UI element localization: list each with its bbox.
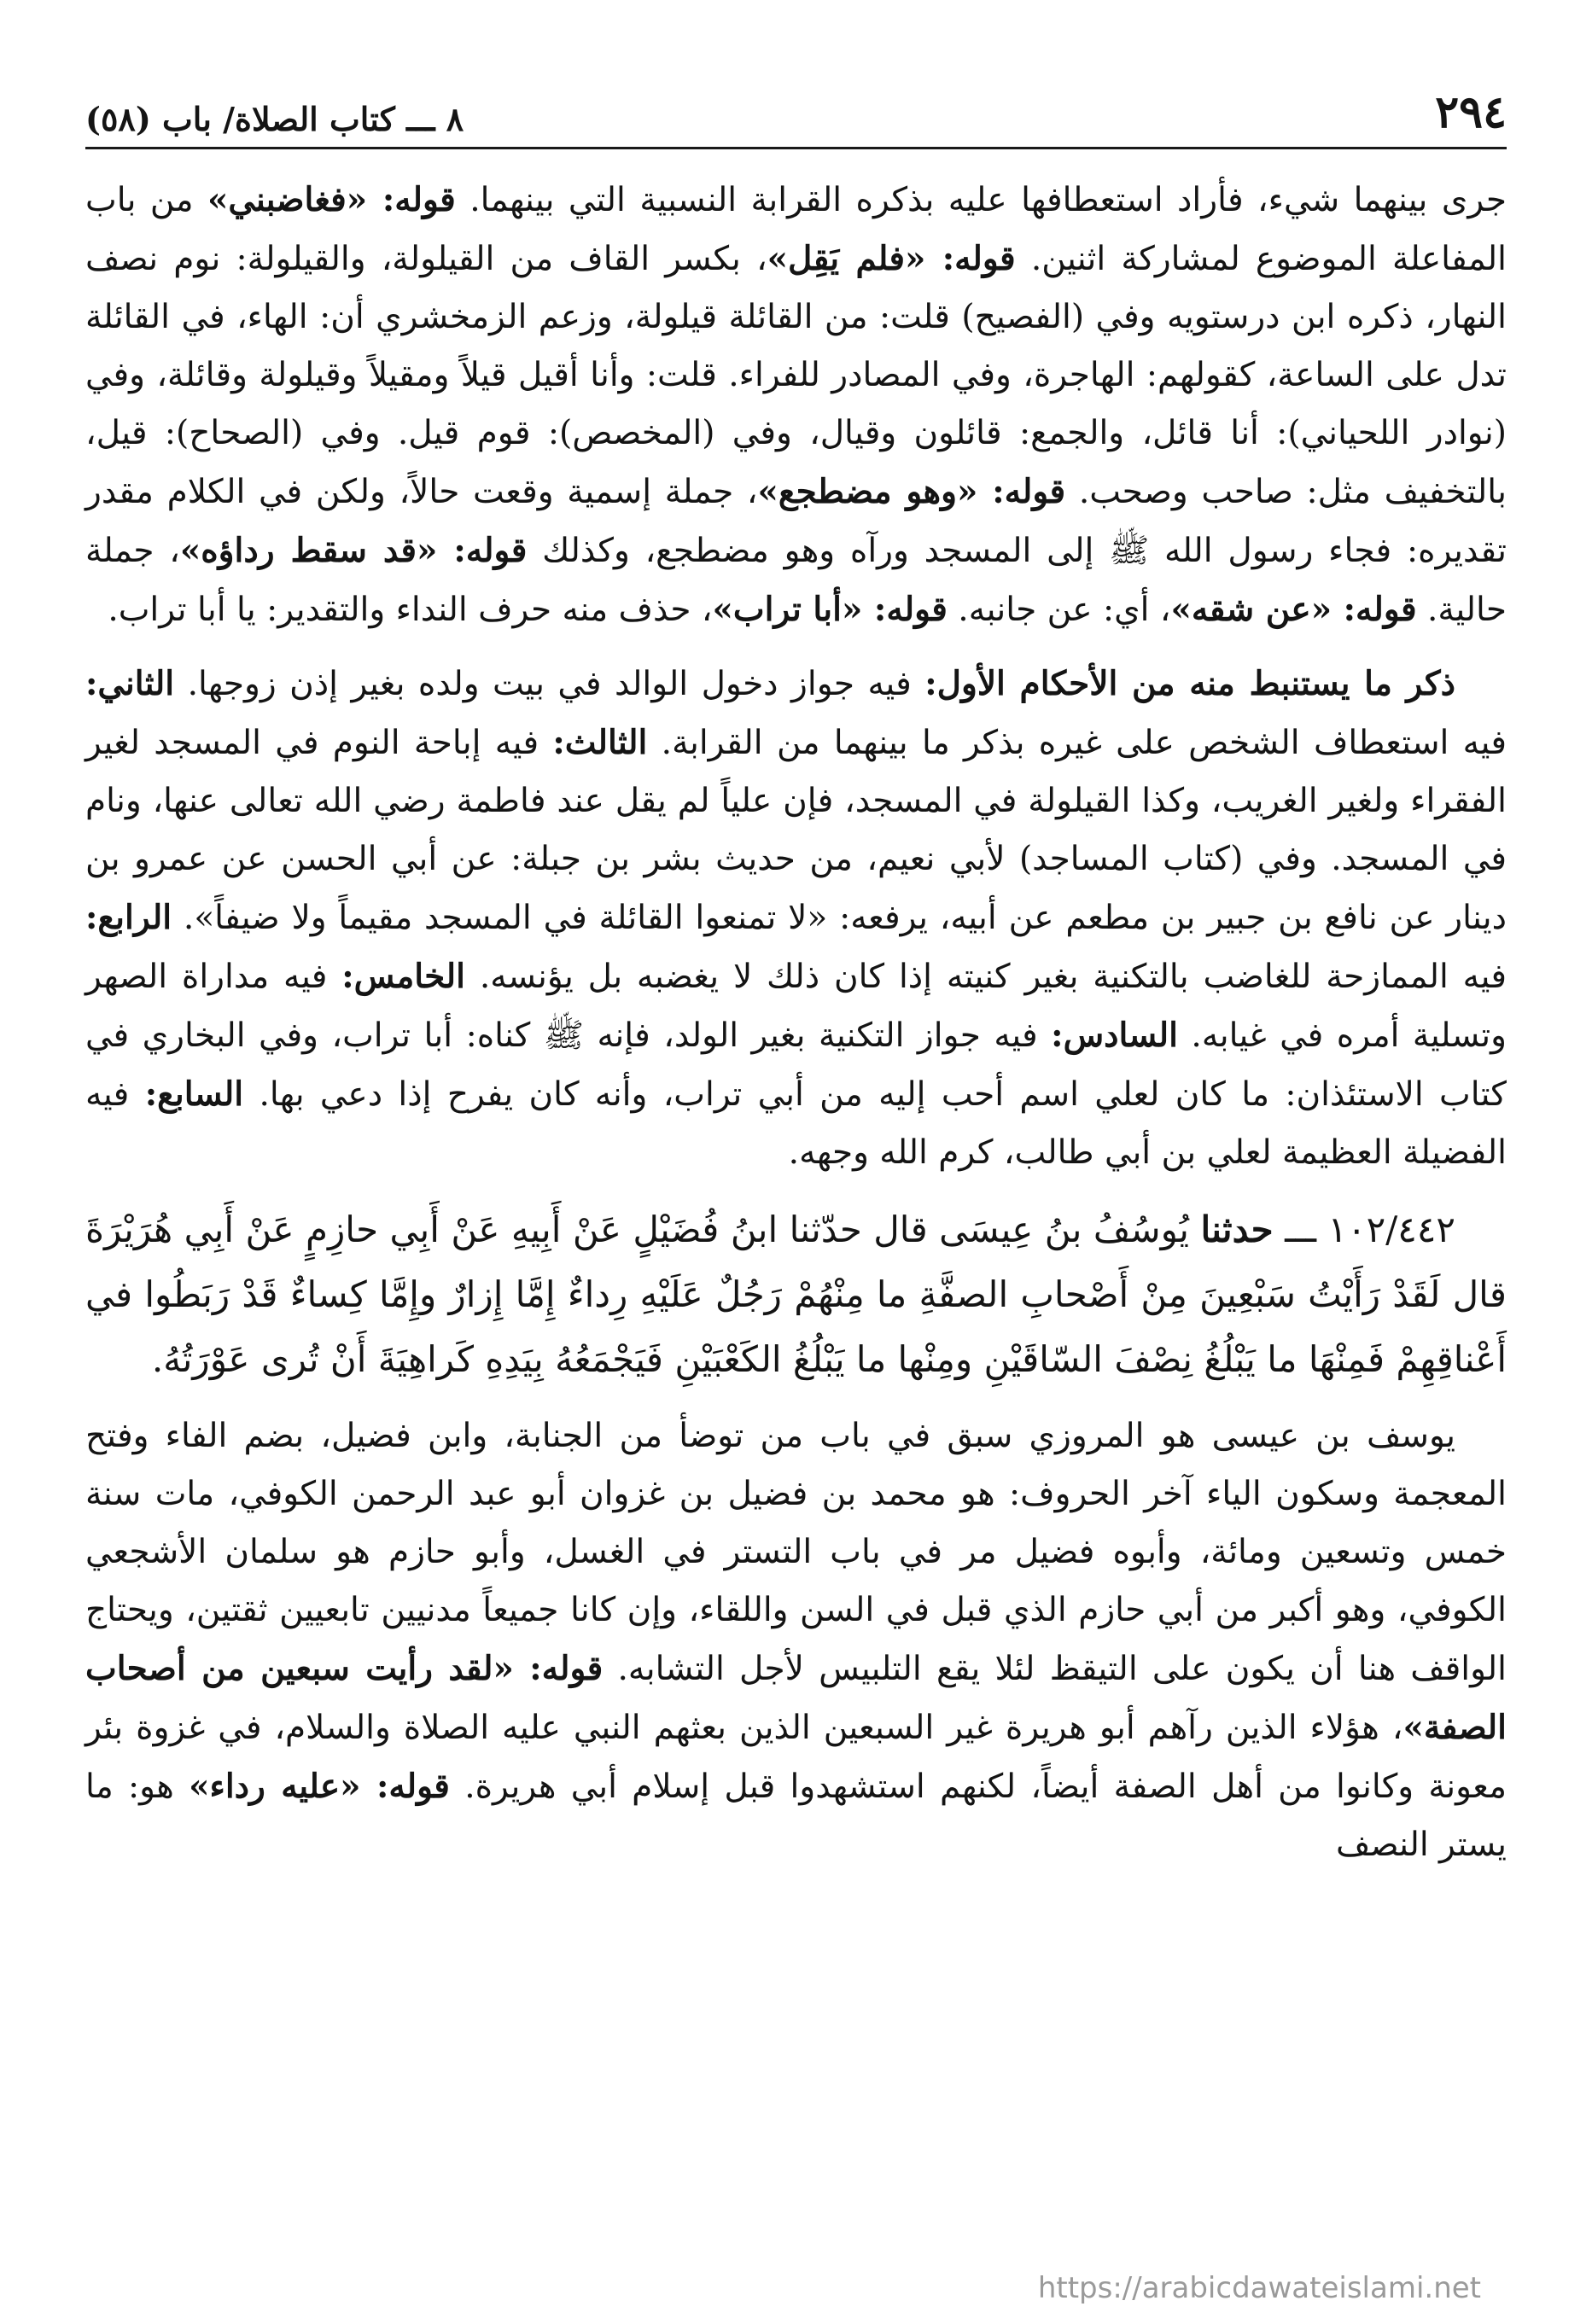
bold-phrase: قوله: «فلم يَقِل» xyxy=(767,239,1016,278)
text-run: ، جملة إسمية وقعت حالاً، ولكن في الكلام مقدر تقديره: فجاء رسول الله ﷺ إلى المسجد ورآه وهو مضطجع، وكذلك xyxy=(85,473,1507,570)
explanation-paragraph xyxy=(85,1407,1507,1874)
text-run: فيه الممازحة للغاضب بالتكنية بغير كنيته إذا كان ذلك لا يغضبه بل يؤنسه. xyxy=(465,958,1507,996)
bold-phrase: قوله: «عن شقه» xyxy=(1170,590,1417,629)
text-run: فيه إباحة النوم في المسجد لغير الفقراء ولغير الغريب، وكذا القيلولة في المسجد، فإن علياً لم يقل عند فاطمة رضي الله تعالى عنها، ونام في المسجد. وفي (كتاب المساجد) لأبي نعيم، من حديث بشر بن جبلة: عن أبي الحسن عن عمرو بن دينار عن نافع بن جبير بن مطعم عن أبيه، يرفعه: «لا تمنعوا القائلة في المسجد مقيماً ولا ضيفاً». xyxy=(85,724,1507,937)
bold-phrase: قوله: «فغاضبني» xyxy=(207,180,456,219)
text-run: فيه الفضيلة العظيمة لعلي بن أبي طالب، كرم الله وجهه. xyxy=(85,1075,1507,1172)
text-run: جرى بينهما شيء، فأراد استعطافها عليه بذكره القرابة النسبية التي بينهما. xyxy=(455,181,1507,219)
bold-phrase: قوله: «قد سقط رداؤه» xyxy=(179,531,528,570)
header-rule xyxy=(85,147,1507,149)
text-run: فيه استعطاف الشخص على غيره بذكر ما بينهما من القرابة. xyxy=(647,724,1507,762)
rulings-paragraph xyxy=(85,655,1507,1182)
bold-phrase: قوله: «لقد رأيت سبعين من أصحاب الصفة» xyxy=(85,1649,1507,1747)
bold-phrase: الثالث: xyxy=(552,723,648,762)
text-run: هو: ما يستر النصف xyxy=(85,1768,1507,1864)
text-run: فيه مداراة الصهر وتسلية أمره في غيابه. xyxy=(85,958,1507,1055)
bold-phrase: السادس: xyxy=(1051,1016,1178,1055)
page-header xyxy=(85,85,1507,138)
bold-phrase: الخامس: xyxy=(341,957,466,996)
text-run: يُوسُفُ بنُ عِيسَى قال حدّثنا ابنُ فُضَيْلٍ عَنْ أَبِيهِ عَنْ أَبِي حازِمٍ عَنْ أَبِي هُرَيْرَةَ قال لَقَدْ رَأَيْتُ سَبْعِينَ مِنْ أَصْحابِ الصفَّةِ ما مِنْهُمْ رَجُلٌ عَلَيْهِ رِداءٌ إِمَّا إِزارٌ وإِمَّا كِساءٌ قَدْ رَبَطُوا في أَعْناقِهِمْ فَمِنْهَا ما يَبْلُغُ نِصْفَ السّاقَيْنِ ومِنْها ما يَبْلُغُ الكَعْبَيْنِ فَيَجْمَعُهُ بِيَدِهِ كَراهِيَةَ أَنْ تُرى عَوْرَتُهُ. xyxy=(85,1209,1507,1380)
commentary-paragraph xyxy=(85,171,1507,639)
text-run: ، أي: عن جانبه. xyxy=(947,591,1171,629)
bold-phrase: ذكر ما يستنبط منه من الأحكام الأول: xyxy=(924,664,1455,703)
bold-phrase: قوله: «عليه رداء» xyxy=(189,1767,450,1806)
bold-phrase: قوله: «وهو مضطجع» xyxy=(757,472,1066,511)
text-run: ، حذف منه حرف النداء والتقدير: يا أبا تراب. xyxy=(108,591,713,629)
running-head: ٨ ـــ كتاب الصلاة/ باب (٥٨) xyxy=(85,100,464,138)
watermark: https://arabicdawateislami.net xyxy=(1037,2271,1481,2305)
page-body xyxy=(85,171,1507,1874)
text-run: ، بكسر القاف من القيلولة، والقيلولة: نوم نصف النهار، ذكره ابن درستويه وفي (الفصيح) قلت: من القائلة قيلولة، وزعم الزمخشري أن: الهاء، في القائلة تدل على الساعة، كقولهم: الهاجرة، وفي المصادر للفراء. قلت: وأنا أقيل قيلاً ومقيلاً وقيلولة وقائلة، وفي (نوادر اللحياني): أنا قائل، والجمع: قائلون وقيال، وفي (المخصص): قوم قيل. وفي (الصحاح): قيل، بالتخفيف مثل: صاحب وصحب. xyxy=(85,240,1507,511)
bold-phrase: الثاني: xyxy=(85,664,175,703)
text-run: ١٠٢/٤٤٢ ـــ xyxy=(1273,1209,1455,1250)
text-run: من باب المفاعلة الموضوع لمشاركة اثنين. xyxy=(85,181,1507,278)
bold-phrase: السابع: xyxy=(144,1075,244,1114)
bold-phrase: قوله: «أبا تراب» xyxy=(712,590,948,629)
text-run: ، هؤلاء الذين رآهم أبو هريرة غير السبعين الذين بعثهم النبي عليه الصلاة والسلام، في غزوة بئر معونة وكانوا من أهل الصفة أيضاً، لكنهم استشهدوا قبل إسلام أبي هريرة. xyxy=(85,1709,1507,1806)
hadith-paragraph xyxy=(85,1197,1507,1392)
bold-phrase: الرابع: xyxy=(85,898,172,937)
text-run: فيه جواز التكنية بغير الولد، فإنه ﷺ كناه: أبا تراب، وفي البخاري في كتاب الاستئذان: ما كان لعلي اسم أحب إليه من أبي تراب، وأنه كان يفرح إذا دعي بها. xyxy=(85,1016,1507,1114)
text-run: ، جملة حالية. xyxy=(85,532,1507,629)
bold-phrase: حدثنا xyxy=(1200,1209,1274,1250)
text-run: فيه جواز دخول الوالد في بيت ولده بغير إذن زوجها. xyxy=(174,665,925,703)
page-number: ٢٩٤ xyxy=(1435,86,1507,138)
text-run: يوسف بن عيسى هو المروزي سبق في باب من توضأ من الجنابة، وابن فضيل، بضم الفاء وفتح المعجمة وسكون الياء آخر الحروف: هو محمد بن فضيل بن غزوان أبو عبد الرحمن الكوفي، مات سنة خمس وتسعين ومائة، وأبوه فضيل مر في باب التستر في الغسل، وأبو حازم هو سلمان الأشجعي الكوفي، وهو أكبر من أبي حازم الذي قبل في السن واللقاء، وإن كانا جميعاً مدنيين تابعيين ثقتين، ويحتاج الواقف هنا أن يكون على التيقظ لئلا يقع التلبيس لأجل التشابه. xyxy=(85,1417,1507,1688)
